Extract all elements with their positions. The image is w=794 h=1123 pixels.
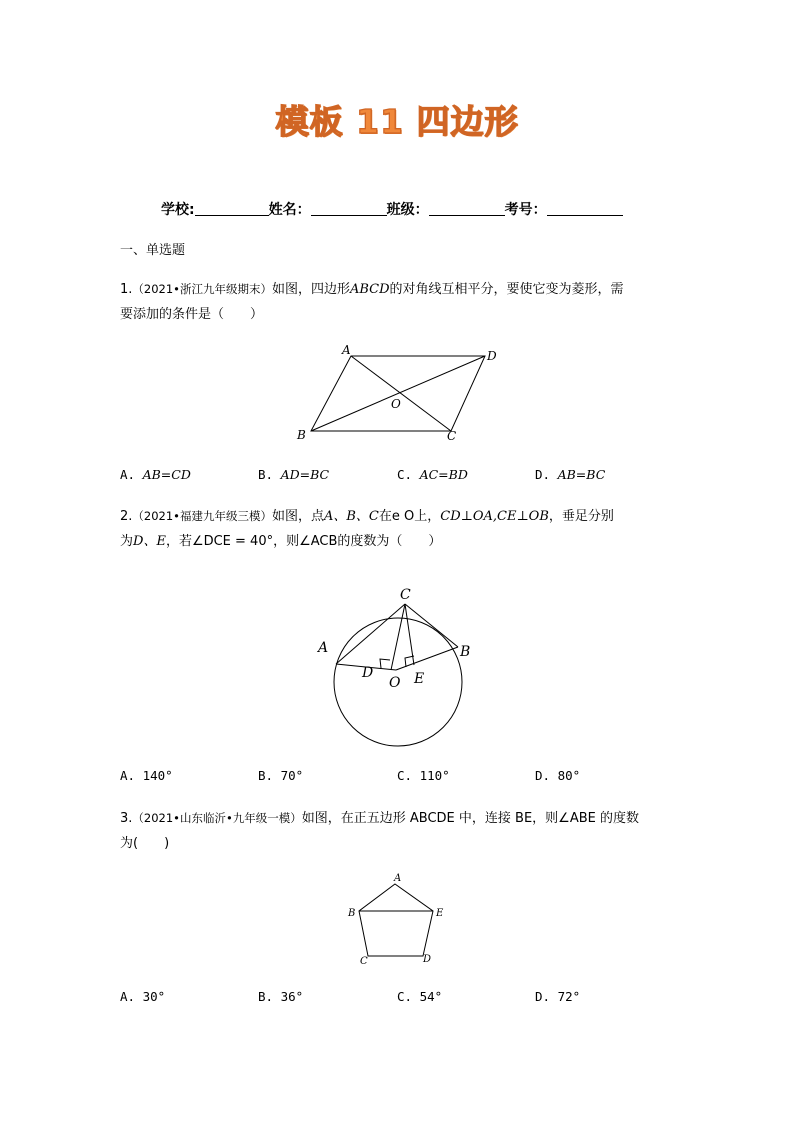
q3-option-a[interactable] (120, 989, 165, 1004)
q2-number: 2. (120, 509, 133, 524)
q1-source: （2021•浙江九年级期末） (132, 282, 272, 296)
class-blank[interactable] (429, 201, 505, 216)
q2-label-b: B (460, 644, 471, 660)
q2-label-e: E (414, 671, 425, 687)
q2-option-b-letter: B. (258, 768, 274, 783)
q1-label-o: O (391, 397, 401, 411)
q2-line2-b: ，若∠DCE = 40°，则∠ACB的度数为（ ） (165, 534, 442, 549)
q2-line2-a: 为 (120, 534, 134, 549)
q1-option-b-text: AD=BC (280, 467, 330, 482)
q1-option-d-letter: D. (535, 467, 551, 482)
q3-pentagon-figure (340, 868, 450, 968)
q3-option-d-letter: D. (535, 989, 551, 1004)
q1-option-c-text: AC=BD (419, 467, 468, 482)
q3-pentagon (359, 884, 433, 956)
q2-option-c-text: 110° (419, 768, 450, 783)
q2-option-b-text: 70° (280, 768, 304, 783)
q2-label-o: O (389, 675, 401, 691)
q2-option-d[interactable] (535, 768, 580, 783)
q1-option-d-text: AB=BC (557, 467, 606, 482)
q1-label-d: D (487, 349, 497, 363)
q3-option-c-letter: C. (397, 989, 413, 1004)
q1-option-d[interactable] (535, 467, 605, 482)
q3-source: （2021•山东临沂•九年级一模） (132, 811, 302, 825)
school-blank[interactable] (195, 201, 269, 216)
q2-line2-vars: D、E (133, 534, 166, 549)
q1-text-b: 的对角线互相平分，要使它变为菱形，需 (389, 282, 624, 297)
q1-option-b-letter: B. (258, 467, 274, 482)
q3-option-a-letter: A. (120, 989, 136, 1004)
q2-option-c[interactable] (397, 768, 450, 783)
q2-right-angle-d (380, 659, 390, 668)
section-heading: 一、单选题 (120, 243, 186, 258)
q1-option-a-letter: A. (120, 467, 136, 482)
q1-option-b[interactable] (258, 467, 329, 482)
name-label: 姓名： (268, 202, 311, 218)
q1-label-c: C (447, 429, 457, 443)
q2-option-c-letter: C. (397, 768, 413, 783)
q2-option-a-letter: A. (120, 768, 136, 783)
q1-label-b: B (297, 428, 306, 442)
q2-condition: CD⊥OA,CE⊥OB (440, 509, 549, 524)
q3-label-b: B (348, 908, 356, 919)
q3-label-a: A (394, 873, 402, 884)
q1-parallelogram-figure (290, 340, 510, 448)
q2-option-d-letter: D. (535, 768, 551, 783)
q2-vars: A、B、C (323, 509, 379, 524)
q2-circle-figure (310, 580, 480, 760)
q2-option-a-text: 140° (142, 768, 173, 783)
q3-option-b-text: 36° (280, 989, 304, 1004)
q1-var: ABCD (349, 282, 390, 297)
q3-option-c-text: 54° (419, 989, 443, 1004)
student-info-line (161, 199, 623, 219)
q3-line2: 为( ) (120, 836, 170, 851)
q3-option-c[interactable] (397, 989, 442, 1004)
page-title: 模板 11 四边形 (275, 102, 519, 141)
q2-text-a: 如图，点 (271, 509, 324, 524)
q3-option-d-text: 72° (557, 989, 581, 1004)
q1-diagonal-ac (351, 356, 451, 431)
q2-option-b[interactable] (258, 768, 303, 783)
school-label: 学校: (161, 202, 195, 218)
q3-option-d[interactable] (535, 989, 580, 1004)
q2-label-c: C (400, 587, 411, 603)
q1-number: 1. (120, 282, 133, 297)
name-blank[interactable] (311, 201, 387, 216)
q3-label-c: C (360, 956, 368, 967)
class-label: 班级： (386, 202, 429, 218)
q1-option-a[interactable] (120, 467, 191, 482)
q3-number: 3. (120, 811, 133, 826)
q2-source: （2021•福建九年级三模） (132, 509, 272, 523)
question-3 (120, 806, 690, 856)
q1-diagonal-bd (311, 356, 485, 431)
q3-label-e: E (436, 908, 444, 919)
q1-text-a: 如图，四边形 (271, 282, 350, 297)
q3-option-b-letter: B. (258, 989, 274, 1004)
q2-option-d-text: 80° (557, 768, 581, 783)
q1-option-a-text: AB=CD (142, 467, 191, 482)
q1-option-c[interactable] (397, 467, 468, 482)
q2-text-c: ，垂足分别 (548, 509, 614, 524)
q3-text: 如图，在正五边形 ABCDE 中，连接 BE，则∠ABE 的度数 (301, 811, 639, 826)
question-1 (120, 277, 690, 327)
q1-option-c-letter: C. (397, 467, 413, 482)
number-blank[interactable] (547, 201, 623, 216)
q3-option-a-text: 30° (142, 989, 166, 1004)
question-2 (120, 504, 690, 554)
q2-text-b: 在e O上， (378, 509, 441, 524)
q2-chord-bc (405, 604, 458, 647)
q1-label-a: A (342, 343, 351, 357)
q3-label-d: D (423, 954, 432, 965)
q3-option-b[interactable] (258, 989, 303, 1004)
q1-line2: 要添加的条件是（ ） (120, 307, 264, 322)
q2-label-a: A (318, 640, 329, 656)
number-label: 考号： (504, 202, 547, 218)
q2-option-a[interactable] (120, 768, 173, 783)
q2-label-d: D (362, 665, 374, 681)
